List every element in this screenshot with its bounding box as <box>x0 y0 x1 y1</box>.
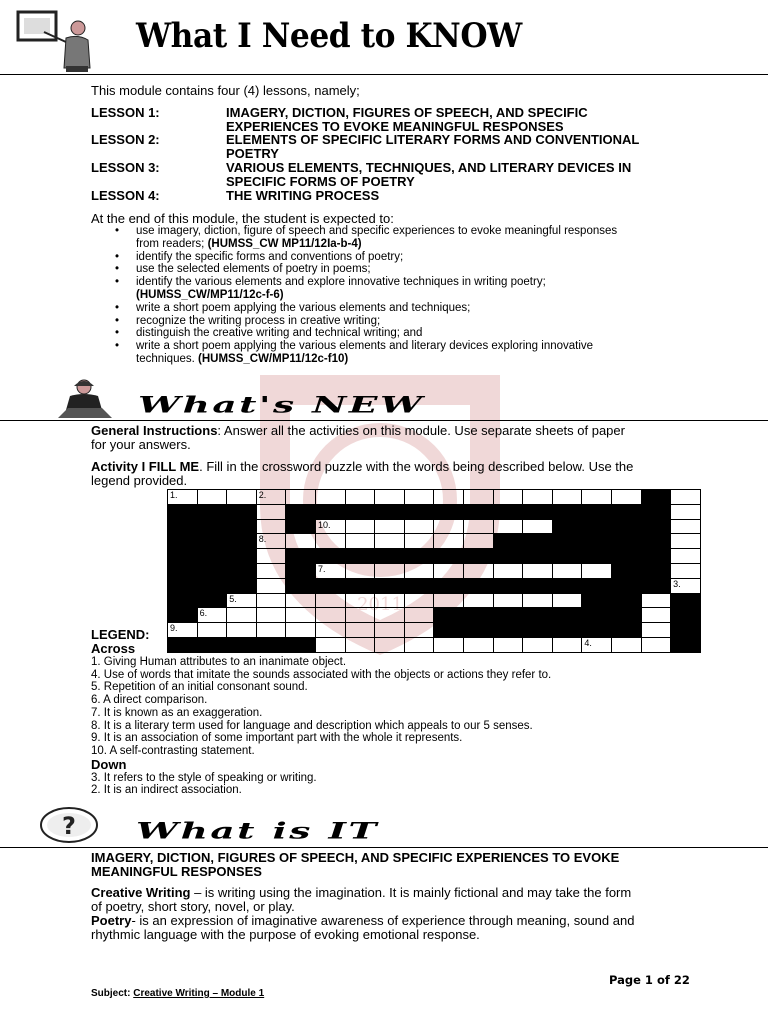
general-instructions: General Instructions: Answer all the activities on this module. Use separate sheets of paper for your answers. <box>91 423 625 452</box>
crossword-cell[interactable] <box>315 608 345 623</box>
crossword-legend <box>91 628 691 797</box>
lesson-number: LESSON 3: <box>91 160 160 175</box>
crossword-cell[interactable] <box>256 578 286 593</box>
crossword-cell[interactable] <box>404 534 434 549</box>
crossword-cell[interactable] <box>345 534 375 549</box>
clue: 6. A direct comparison. <box>91 694 208 707</box>
crossword-cell[interactable]: 2. <box>256 490 286 505</box>
crossword-cell[interactable] <box>256 504 286 519</box>
clue: 4. Use of words that imitate the sounds associated with the objects or actions they refer to. <box>91 668 552 681</box>
competency-code: (HUMSS_CW/MP11/12c-f10) <box>198 352 349 365</box>
crossword-cell[interactable] <box>434 490 464 505</box>
crossword-cell[interactable] <box>315 593 345 608</box>
lesson-title-line: IMAGERY, DICTION, FIGURES OF SPEECH, AND SPECIFIC <box>226 105 588 120</box>
crossword-cell[interactable] <box>286 490 316 505</box>
list-item: • use the selected elements of poetry in poems; <box>115 263 371 276</box>
crossword-cell[interactable] <box>641 608 671 623</box>
crossword-cell[interactable] <box>434 593 464 608</box>
lesson-title-line: THE WRITING PROCESS <box>226 188 380 203</box>
clue: 3. It refers to the style of speaking or writing. <box>91 771 317 784</box>
crossword-cell[interactable] <box>345 519 375 534</box>
crossword-cell[interactable] <box>256 563 286 578</box>
question-mark-icon <box>38 805 100 845</box>
objectives-list <box>115 225 690 366</box>
lesson-number: LESSON 2: <box>91 132 160 147</box>
crossword-cell[interactable] <box>493 490 523 505</box>
lesson-title-line: SPECIFIC FORMS OF POETRY <box>226 174 415 189</box>
crossword-cell[interactable]: 9. <box>168 623 198 638</box>
crossword-cell[interactable] <box>404 563 434 578</box>
competency-code: (HUMSS_CW/MP11/12c-f-6) <box>136 288 284 301</box>
crossword-cell[interactable] <box>227 490 257 505</box>
crossword-cell[interactable] <box>463 563 493 578</box>
crossword-cell[interactable] <box>671 504 701 519</box>
thinking-man-icon <box>54 378 116 420</box>
crossword-cell[interactable] <box>463 490 493 505</box>
crossword-cell[interactable] <box>434 534 464 549</box>
crossword-cell[interactable] <box>552 490 582 505</box>
crossword-cell[interactable] <box>375 534 405 549</box>
expectation-text: At the end of this module, the student is expected to: <box>91 211 394 226</box>
crossword-cell[interactable] <box>345 593 375 608</box>
crossword-block <box>641 490 671 505</box>
down-title: Down <box>91 756 127 772</box>
lesson-title-line: ELEMENTS OF SPECIFIC LITERARY FORMS AND CONVENTIONAL <box>226 132 640 147</box>
crossword-cell[interactable] <box>197 490 227 505</box>
list-item: • write a short poem applying the various elements and techniques; <box>115 301 471 314</box>
crossword-cell[interactable] <box>463 593 493 608</box>
section-title-what-is-it: What is IT <box>136 818 379 845</box>
crossword-cell[interactable] <box>286 534 316 549</box>
crossword-cell[interactable] <box>404 608 434 623</box>
section-divider <box>0 74 768 75</box>
crossword-cell[interactable] <box>345 608 375 623</box>
crossword-cell[interactable] <box>463 534 493 549</box>
crossword-cell[interactable]: 8. <box>256 534 286 549</box>
crossword-cell[interactable] <box>256 549 286 564</box>
crossword-cell[interactable] <box>227 608 257 623</box>
crossword-cell[interactable] <box>375 519 405 534</box>
page-number: Page 1 of 22 <box>609 973 690 987</box>
crossword-cell[interactable] <box>375 563 405 578</box>
crossword-cell[interactable] <box>345 490 375 505</box>
crossword-cell[interactable] <box>671 534 701 549</box>
activity-instructions: Activity I FILL ME. Fill in the crossword puzzle with the words being described below. Use the legend provided. <box>91 459 634 488</box>
module-intro-text: This module contains four (4) lessons, namely; <box>91 83 360 98</box>
list-item: • write a short poem applying the various elements and literary devices exploring innovative techniques. (HUMSS_CW/MP11/12c-f10) <box>115 340 594 365</box>
clue: 5. Repetition of an initial consonant sound. <box>91 681 308 694</box>
crossword-cell[interactable]: 4. <box>582 637 612 652</box>
lesson-number: LESSON 1: <box>91 105 160 120</box>
crossword-cell[interactable] <box>582 563 612 578</box>
crossword-cell[interactable] <box>286 593 316 608</box>
creative-writing-definition: Creative Writing – is writing using the imagination. It is mainly fictional and may take the form of poetry, short story, novel, or play. <box>91 885 632 914</box>
crossword-cell[interactable] <box>582 490 612 505</box>
crossword-cell[interactable] <box>463 519 493 534</box>
crossword-cell[interactable] <box>523 490 553 505</box>
crossword-cell[interactable] <box>523 563 553 578</box>
section-title-what-i-need-to-know: What I Need to KNOW <box>136 16 522 56</box>
crossword-cell[interactable] <box>671 519 701 534</box>
seal-year: 2011 <box>357 594 403 615</box>
clue: 1. Giving Human attributes to an inanimate object. <box>91 656 347 668</box>
clue: 9. It is an association of some important part with the whole it represents. <box>91 732 463 745</box>
crossword-cell[interactable] <box>404 593 434 608</box>
crossword-cell[interactable]: 6. <box>197 608 227 623</box>
crossword-cell[interactable] <box>493 593 523 608</box>
lesson-title-line: VARIOUS ELEMENTS, TECHNIQUES, AND LITERARY DEVICES IN <box>226 160 632 175</box>
crossword-cell[interactable] <box>286 608 316 623</box>
crossword-cell[interactable] <box>434 519 464 534</box>
clue: 2. It is an indirect association. <box>91 784 242 797</box>
clue: 8. It is a literary term used for language and description which appeals to our 5 senses. <box>91 719 533 732</box>
competency-code: (HUMSS_CW MP11/12Ia-b-4) <box>207 237 362 250</box>
crossword-cell[interactable]: 3. <box>671 578 701 593</box>
crossword-cell[interactable] <box>493 519 523 534</box>
svg-text:?: ? <box>62 812 76 840</box>
list-item: • identify the various elements and explore innovative techniques in writing poetry; (HUMSS_CW/MP11/12c-f-6) <box>115 276 546 301</box>
crossword-cell[interactable] <box>641 593 671 608</box>
section-divider <box>0 420 768 421</box>
legend-title: LEGEND: <box>91 627 150 642</box>
crossword-cell[interactable] <box>315 490 345 505</box>
crossword-cell[interactable] <box>404 490 434 505</box>
lesson-heading: IMAGERY, DICTION, FIGURES OF SPEECH, AND SPECIFIC EXPERIENCES TO EVOKE MEANINGFUL RESPONSES <box>91 850 620 879</box>
across-title: Across <box>91 641 136 656</box>
crossword-cell[interactable] <box>671 549 701 564</box>
crossword-cell[interactable] <box>256 593 286 608</box>
crossword-cell[interactable] <box>671 563 701 578</box>
crossword-cell[interactable] <box>671 490 701 505</box>
crossword-cell[interactable] <box>611 490 641 505</box>
poetry-definition: Poetry- is an expression of imaginative awareness of experience through meaning, sound and rhythmic language with the purpose of evoking emotional response. <box>91 913 635 942</box>
section-title-whats-new: What's NEW <box>138 392 425 419</box>
crossword-cell[interactable] <box>523 519 553 534</box>
crossword-cell[interactable] <box>256 608 286 623</box>
crossword-cell[interactable]: 10. <box>315 519 345 534</box>
crossword-cell[interactable] <box>552 593 582 608</box>
list-item: • identify the specific forms and conventions of poetry; <box>115 250 404 263</box>
lesson-title-line: EXPERIENCES TO EVOKE MEANINGFUL RESPONSES <box>226 119 564 134</box>
crossword-cell[interactable]: 1. <box>168 490 198 505</box>
crossword-cell[interactable] <box>375 490 405 505</box>
crossword-cell[interactable] <box>404 519 434 534</box>
section-divider <box>0 847 768 848</box>
lesson-title-line: POETRY <box>226 146 279 161</box>
crossword-cell[interactable] <box>375 608 405 623</box>
crossword-cell[interactable] <box>256 519 286 534</box>
teacher-pointing-board-icon <box>14 8 102 74</box>
crossword-cell[interactable]: 5. <box>227 593 257 608</box>
clue: 7. It is known as an exaggeration. <box>91 706 263 719</box>
crossword-cell[interactable] <box>523 593 553 608</box>
list-item: • distinguish the creative writing and technical writing; and <box>115 327 423 340</box>
list-item: • recognize the writing process in creative writing; <box>115 314 381 327</box>
subject-footer: Subject: Creative Writing – Module 1 <box>91 988 265 999</box>
crossword-cell[interactable] <box>345 563 375 578</box>
crossword-cell[interactable]: 7. <box>315 563 345 578</box>
crossword-cell[interactable] <box>375 593 405 608</box>
lesson-number: LESSON 4: <box>91 188 160 203</box>
clue: 10. A self-contrasting statement. <box>91 744 255 757</box>
crossword-cell[interactable] <box>434 563 464 578</box>
list-item: • use imagery, diction, figure of speech and specific experiences to evoke meaningful responses from readers; (HUMSS_CW MP11/12Ia-b-4) <box>115 225 618 250</box>
crossword-cell[interactable] <box>493 563 523 578</box>
crossword-cell[interactable] <box>315 534 345 549</box>
crossword-cell[interactable] <box>552 563 582 578</box>
